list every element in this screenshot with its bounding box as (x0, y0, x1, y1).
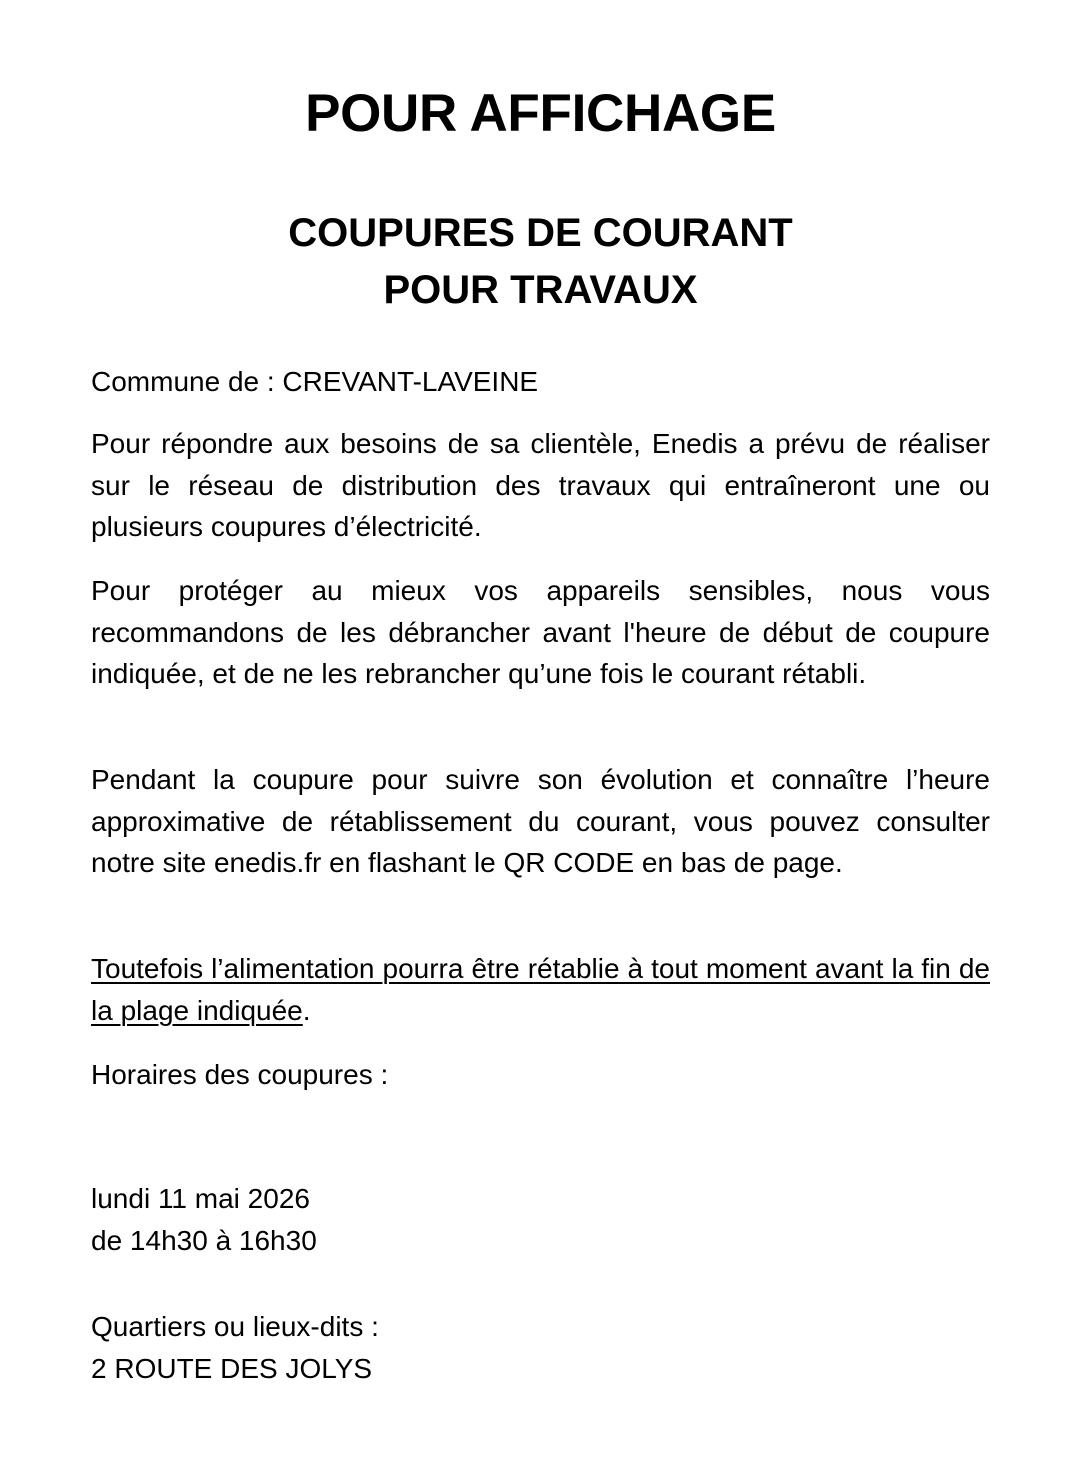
intro-paragraph: Pour répondre aux besoins de sa clientèle, Enedis a prévu de réaliser sur le réseau de distribution des travaux qui entraîneront une ou plusieurs coupures d’électricité. (91, 428, 990, 542)
notice-subtitle (91, 205, 990, 319)
warning-underlined-text: Toutefois l’alimentation pourra être rétablie à tout moment avant la fin de la plage indiquée (91, 953, 990, 1026)
location-value: 2 ROUTE DES JOLYS (91, 1352, 373, 1384)
tracking-paragraph: Pendant la coupure pour suivre son évolution et connaître l’heure approximative de rétablissement du courant, vous pouvez consulter notre site enedis.fr en flashant le QR CODE en bas de page. (91, 764, 990, 878)
warning-period: . (302, 994, 311, 1026)
subtitle-line-1: COUPURES DE COURANT (288, 211, 793, 255)
location-label: Quartiers ou lieux-dits : (91, 1311, 379, 1342)
advice-paragraph: Pour protéger au mieux vos appareils sensibles, nous vous recommandons de les débrancher avant l'heure de début de coupure indiquée, et de ne les rebrancher qu’une fois le courant rétabli. (91, 575, 990, 689)
commune-line: Commune de : CREVANT-LAVEINE (91, 366, 539, 397)
schedule-label: Horaires des coupures : (91, 1059, 389, 1090)
location-block (91, 1306, 990, 1389)
schedule-time: de 14h30 à 16h30 (91, 1224, 317, 1256)
schedule-block (91, 1178, 990, 1261)
warning-paragraph (91, 948, 990, 1031)
subtitle-line-2: POUR TRAVAUX (383, 268, 698, 312)
schedule-date: lundi 11 mai 2026 (91, 1183, 310, 1214)
notice-page (91, 0, 990, 1483)
page-title: POUR AFFICHAGE (305, 84, 776, 143)
